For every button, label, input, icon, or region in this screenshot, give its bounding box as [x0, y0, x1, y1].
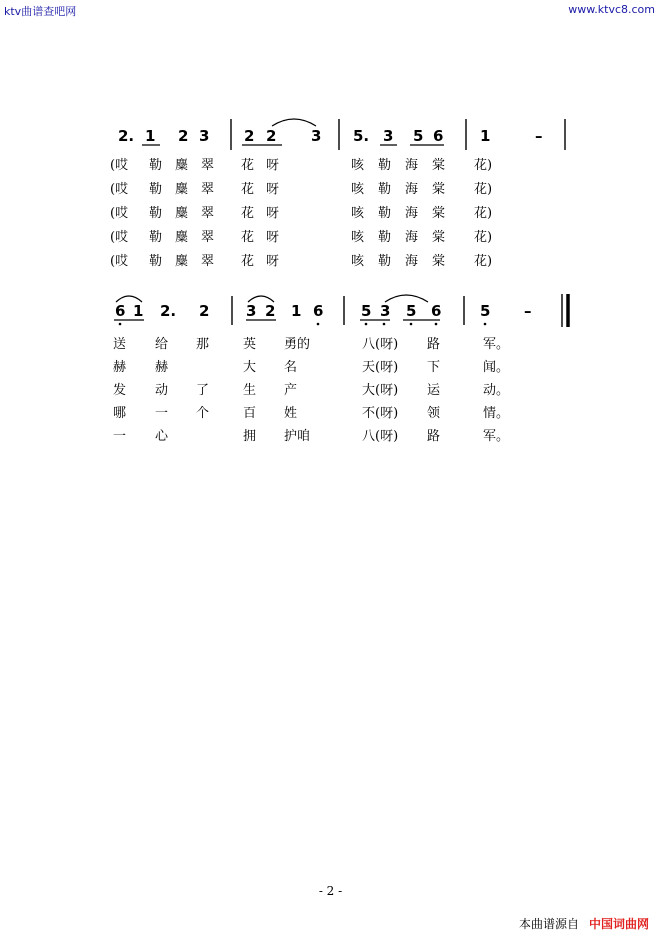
lyric-syllable: 赫: [155, 360, 169, 375]
note: 1: [133, 302, 144, 320]
note: 6: [431, 302, 442, 320]
note: 1: [145, 127, 156, 145]
lyric-syllable: 勒: [149, 158, 163, 173]
note: 5: [406, 302, 417, 320]
lyric-syllable: 八(呀): [362, 429, 399, 444]
note: 2: [178, 127, 189, 145]
lyric-syllable: 军。: [483, 337, 510, 352]
note: 1: [291, 302, 302, 320]
note: 2: [265, 302, 276, 320]
note: 2: [244, 127, 255, 145]
lyric-syllable: 呀: [266, 254, 280, 269]
note: –: [524, 302, 532, 320]
lyric-syllable: 咳: [351, 230, 365, 245]
lyric-syllable: 棠: [432, 206, 446, 221]
lyric-syllable: 产: [284, 383, 298, 398]
lyric-syllable: 棠: [432, 158, 446, 173]
lyric-syllable: 海: [405, 158, 419, 173]
lyric-syllable: 拥: [243, 429, 257, 444]
note: 6: [313, 302, 324, 320]
note: 5: [480, 302, 491, 320]
lyric-syllable: 翠: [201, 254, 215, 269]
note: 2.: [118, 127, 135, 145]
lyric-syllable: 了: [196, 383, 210, 398]
note: 5: [413, 127, 424, 145]
note: –: [535, 127, 543, 145]
lyric-syllable: 领: [427, 406, 441, 421]
note: 6: [115, 302, 126, 320]
lyric-syllable: 花): [474, 158, 493, 173]
lyric-syllable: 棠: [432, 254, 446, 269]
lyric-syllable: 翠: [201, 158, 215, 173]
lyric-syllable: 翠: [201, 230, 215, 245]
lyric-syllable: 呀: [266, 158, 280, 173]
note: 2: [266, 127, 277, 145]
source-credit: [519, 915, 649, 932]
note: 1: [480, 127, 491, 145]
lyric-syllable: 情。: [483, 406, 510, 421]
site-watermark-right: www.ktvc8.com: [568, 3, 655, 16]
lyric-syllable: 勒: [149, 206, 163, 221]
lyric-syllable: 麋: [175, 230, 189, 245]
lyric-syllable: 个: [196, 406, 210, 421]
lyric-syllable: 勒: [378, 158, 392, 173]
lyric-syllable: 大: [243, 360, 257, 375]
lyric-syllable: 下: [427, 360, 441, 375]
lyric-syllable: 花): [474, 182, 493, 197]
lyric-syllable: 勇的: [284, 337, 311, 352]
lyric-syllable: 麋: [175, 206, 189, 221]
lyric-syllable: (哎: [110, 230, 129, 245]
lyric-syllable: 麋: [175, 182, 189, 197]
lyric-syllable: 呀: [266, 230, 280, 245]
note: 3: [380, 302, 391, 320]
lyric-syllable: 麋: [175, 254, 189, 269]
site-watermark-left: ktv曲谱查吧网: [4, 5, 77, 18]
lyric-syllable: 路: [427, 337, 441, 352]
lyric-syllable: 咳: [351, 206, 365, 221]
lyric-syllable: 护咱: [284, 429, 311, 444]
lyric-syllable: 赫: [113, 360, 127, 375]
lyric-syllable: 麋: [175, 158, 189, 173]
note: 3: [383, 127, 394, 145]
lyric-syllable: 花): [474, 254, 493, 269]
lyric-syllable: 咳: [351, 158, 365, 173]
note: 3: [246, 302, 257, 320]
lyric-syllable: 勒: [149, 230, 163, 245]
lyric-syllable: (哎: [110, 182, 129, 197]
lyric-syllable: 花: [241, 230, 255, 245]
lyric-syllable: 八(呀): [362, 337, 399, 352]
lyric-syllable: 英: [243, 337, 257, 352]
lyric-syllable: 咳: [351, 254, 365, 269]
lyric-syllable: 一: [155, 406, 169, 421]
lyric-syllable: 勒: [149, 254, 163, 269]
source-label: 本曲谱源自: [518, 917, 579, 931]
lyric-syllable: 呀: [266, 206, 280, 221]
lyric-syllable: 呀: [266, 182, 280, 197]
source-site: 中国词曲网: [588, 917, 649, 931]
lyric-syllable: 动: [155, 383, 169, 398]
lyric-syllable: (哎: [110, 158, 129, 173]
lyric-syllable: 生: [243, 383, 257, 398]
lyric-syllable: 运: [427, 383, 441, 398]
lyric-syllable: 心: [155, 429, 169, 444]
note: 3: [311, 127, 322, 145]
lyric-syllable: 花): [474, 206, 493, 221]
lyric-syllable: 天(呀): [362, 360, 399, 375]
lyric-syllable: 花): [474, 230, 493, 245]
note: 5.: [353, 127, 370, 145]
lyric-syllable: 翠: [201, 206, 215, 221]
note: 2.: [160, 302, 177, 320]
lyric-syllable: 路: [427, 429, 441, 444]
lyric-syllable: 棠: [432, 230, 446, 245]
lyric-syllable: 翠: [201, 182, 215, 197]
lyric-syllable: 那: [196, 337, 210, 352]
lyric-syllable: 海: [405, 182, 419, 197]
lyric-syllable: 哪: [113, 406, 127, 421]
lyric-syllable: 勒: [378, 206, 392, 221]
lyric-syllable: 送: [113, 337, 127, 352]
page-number: - 2 -: [318, 884, 343, 898]
note: 3: [199, 127, 210, 145]
lyric-syllable: 动。: [483, 383, 510, 398]
note: 5: [361, 302, 372, 320]
lyric-syllable: 不(呀): [362, 406, 399, 421]
note: 6: [433, 127, 444, 145]
lyric-syllable: 棠: [432, 182, 446, 197]
lyric-syllable: (哎: [110, 254, 129, 269]
lyric-syllable: 海: [405, 230, 419, 245]
lyric-syllable: 花: [241, 158, 255, 173]
lyric-syllable: 给: [155, 337, 169, 352]
lyric-syllable: 大(呀): [362, 383, 399, 398]
lyric-syllable: 咳: [351, 182, 365, 197]
note: 2: [199, 302, 210, 320]
lyric-syllable: 勒: [378, 230, 392, 245]
lyric-syllable: (哎: [110, 206, 129, 221]
lyric-syllable: 一: [113, 429, 127, 444]
lyric-syllable: 勒: [149, 182, 163, 197]
lyric-syllable: 花: [241, 182, 255, 197]
lyric-syllable: 海: [405, 206, 419, 221]
lyric-syllable: 花: [241, 254, 255, 269]
lyric-syllable: 名: [284, 360, 298, 375]
lyric-syllable: 闻。: [483, 360, 510, 375]
lyric-syllable: 勒: [378, 182, 392, 197]
lyric-syllable: 勒: [378, 254, 392, 269]
lyric-syllable: 发: [113, 383, 127, 398]
lyric-syllable: 百: [243, 406, 257, 421]
lyric-syllable: 海: [405, 254, 419, 269]
lyric-syllable: 军。: [483, 429, 510, 444]
lyric-syllable: 姓: [284, 406, 298, 421]
lyric-syllable: 花: [241, 206, 255, 221]
